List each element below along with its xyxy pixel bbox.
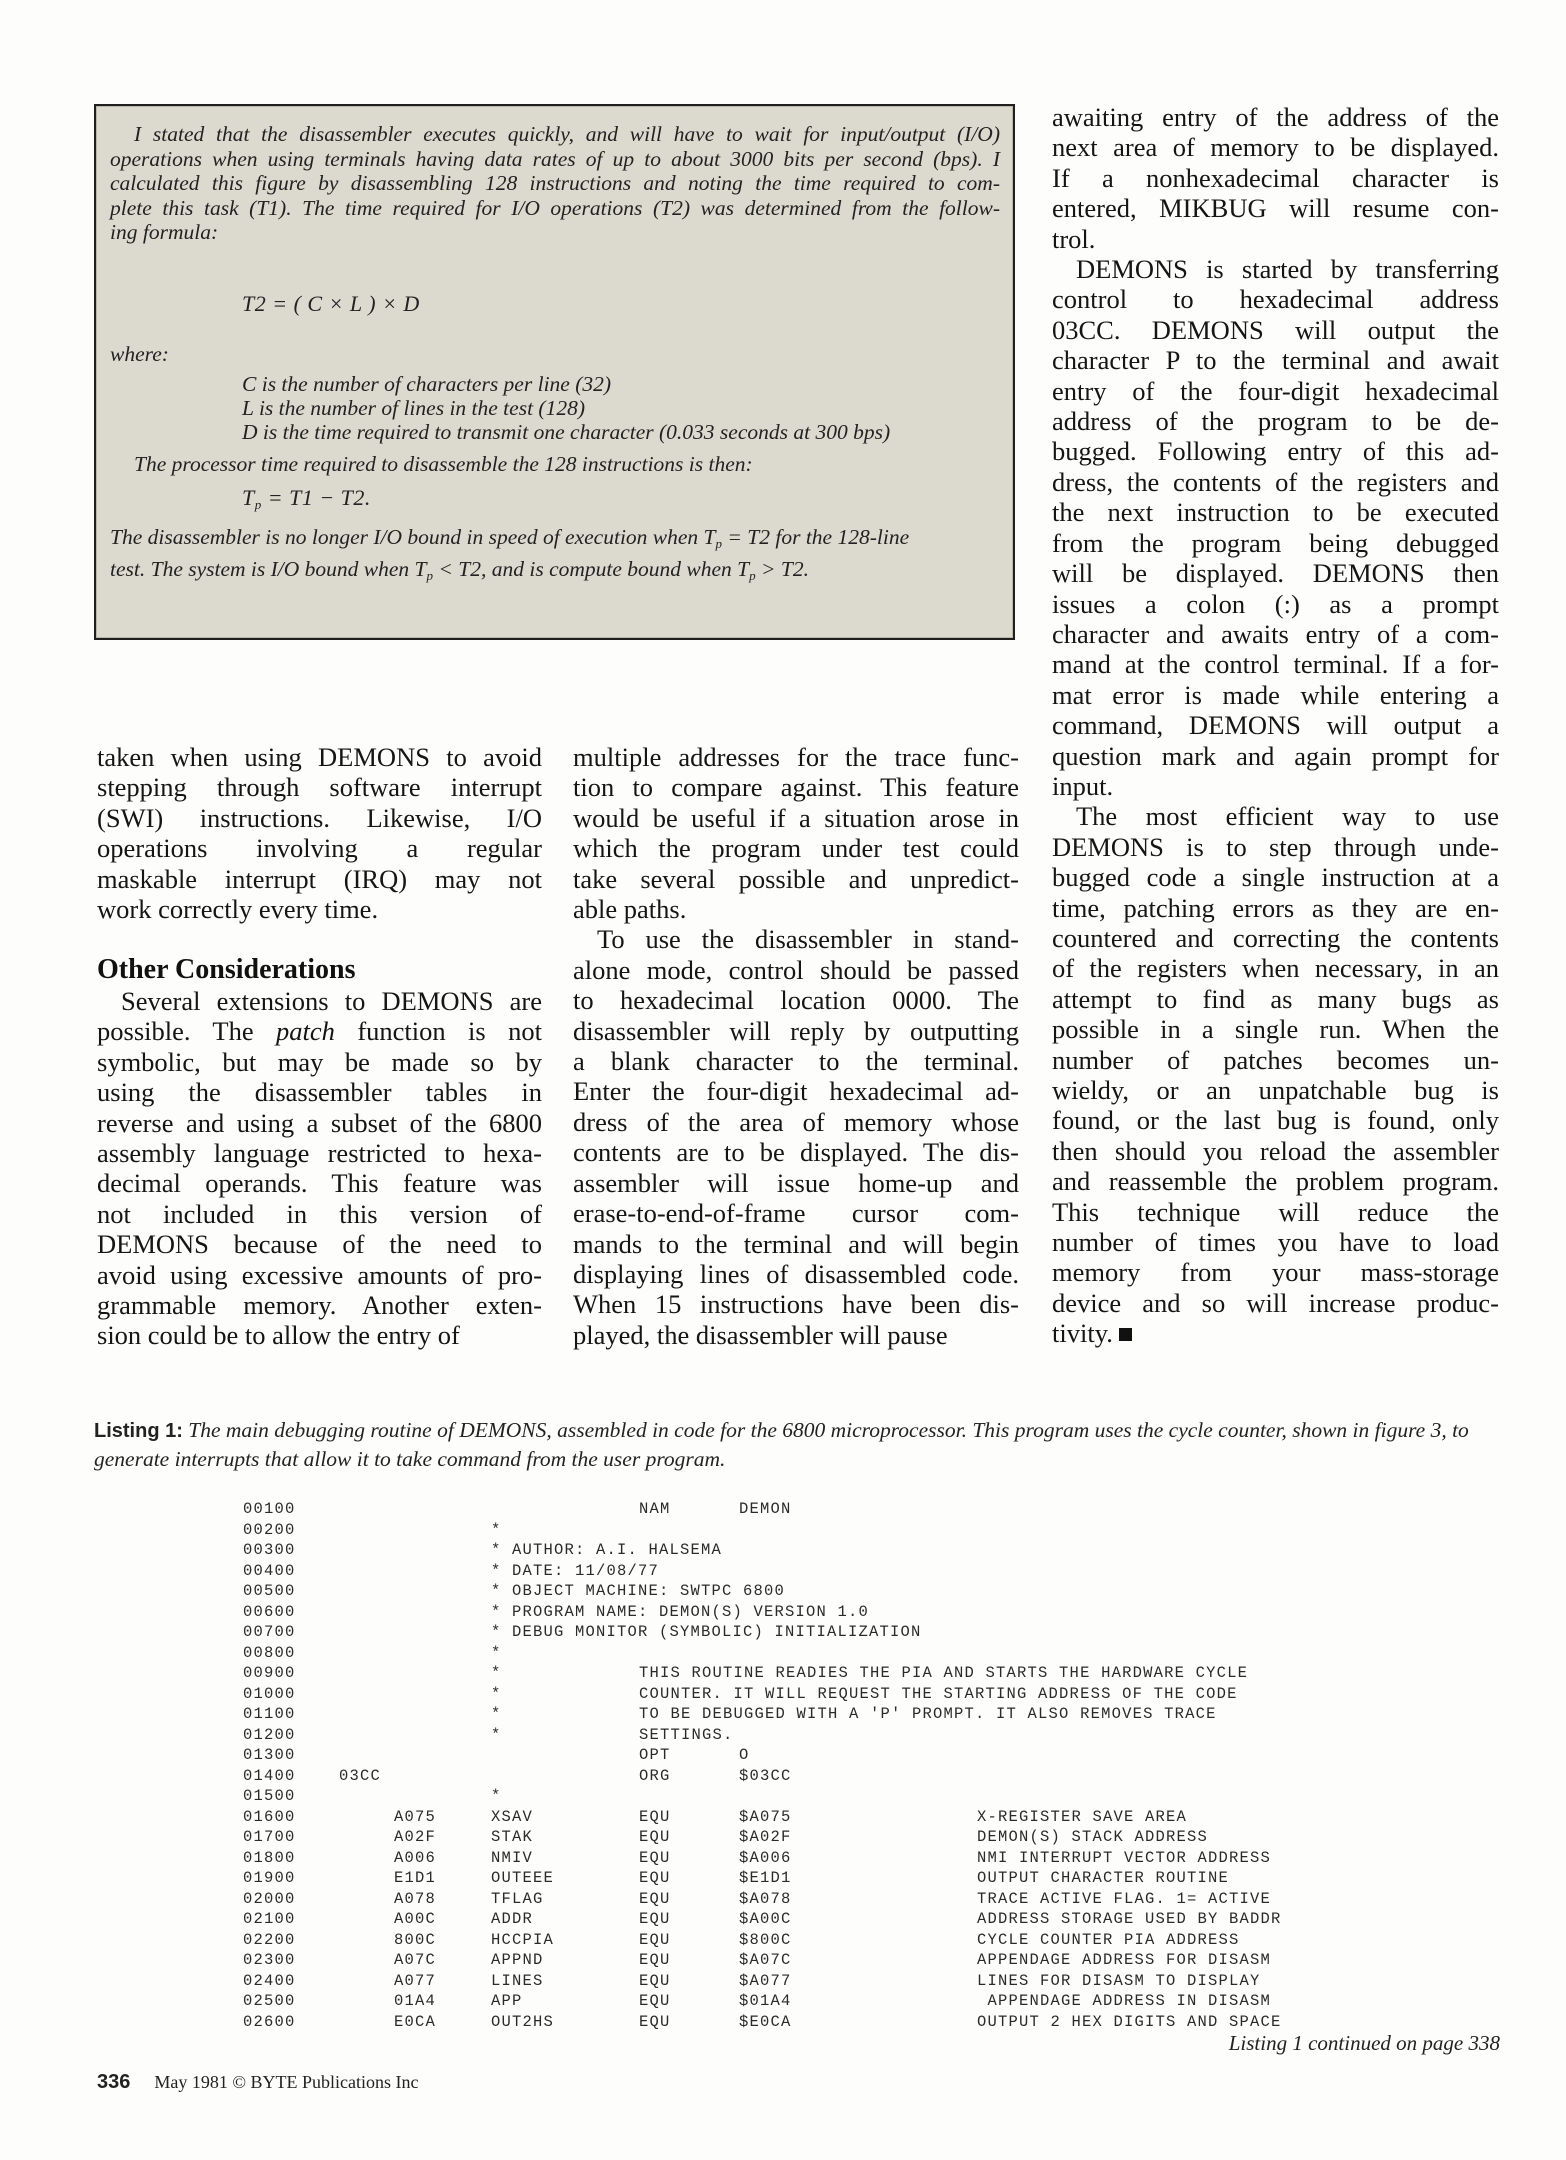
listing-operand: $A006 <box>739 1848 792 1867</box>
listing-op: ORG <box>639 1766 671 1785</box>
text-line: found, or the last bug is found, only <box>1052 1105 1499 1136</box>
listing-operand: $E0CA <box>739 2012 792 2031</box>
text-line: contents are to be displayed. The dis- <box>573 1137 1019 1168</box>
listing-operand: $A078 <box>739 1889 792 1908</box>
right-paragraph-1 <box>1052 102 1499 254</box>
text-line: countered and correcting the contents <box>1052 922 1499 953</box>
left-paragraph-1 <box>97 742 542 924</box>
listing-op: EQU <box>639 1971 671 1990</box>
text-line: control to hexadecimal address <box>1052 284 1499 315</box>
right-paragraph-2 <box>1052 254 1499 801</box>
listing-operand: $E1D1 <box>739 1869 792 1887</box>
text-line: decimal operands. This feature was <box>97 1168 542 1199</box>
listing-row <box>243 1643 1513 1664</box>
listing-obj: A02F <box>394 1828 437 1846</box>
listing-row <box>243 1930 1513 1951</box>
text-line: trol. <box>1052 223 1096 254</box>
listing-op: EQU <box>639 1992 671 2010</box>
text-line: attempt to find as many bugs as <box>1052 983 1499 1014</box>
listing-label: OUTEEE <box>491 1869 555 1887</box>
text-line: which the program under test could <box>573 833 1019 864</box>
listing-caption-text: The main debugging routine of DEMONS, assembled in code for the 6800 microprocessor. This program uses the cycle counter, shown in figure 3, to generate interrupts that allow it to take command from the user program. <box>94 1418 1469 1471</box>
listing-text: * <box>491 1684 502 1703</box>
right-paragraph-3 <box>1052 801 1499 1348</box>
listing-text: * AUTHOR: A.I. HALSEMA <box>491 1541 723 1559</box>
listing-row <box>243 1663 1513 1684</box>
sidebar-intro-line: operations when using terminals having data rates of up to about 3000 bits per second (bps). I <box>110 146 1000 171</box>
listing-comment: OUTPUT 2 HEX DIGITS AND SPACE <box>977 2012 1282 2031</box>
text-line: a blank character to the terminal. <box>573 1046 1019 1077</box>
text-line: alone mode, control should be passed <box>573 954 1019 985</box>
sidebar-intro <box>110 122 1000 245</box>
listing-op: EQU <box>639 1869 671 1887</box>
formula-tp-lhs: T <box>242 485 255 510</box>
listing-row <box>243 1499 1513 1520</box>
listing-row <box>243 1848 1513 1869</box>
listing-text: * <box>491 1705 502 1723</box>
listing-ln: 02500 <box>243 1992 296 2010</box>
text-line: 03CC. DEMONS will output the <box>1052 314 1499 345</box>
text-line: character and awaits entry of a com- <box>1052 618 1499 649</box>
text-line: assembler will issue home-up and <box>573 1167 1019 1198</box>
text-line: This technique will reduce the <box>1052 1196 1499 1227</box>
listing-row <box>243 1704 1513 1725</box>
text-line: input. <box>1052 770 1114 801</box>
column-left <box>97 742 542 924</box>
text-line: character P to the terminal and await <box>1052 345 1499 376</box>
listing-comment: NMI INTERRUPT VECTOR ADDRESS <box>977 1848 1272 1867</box>
listing-row <box>243 1807 1513 1828</box>
listing-ln: 00100 <box>243 1500 296 1518</box>
conclusion-line-1: The disassembler is no longer I/O bound in speed of execution when $T_p = T2$ for the 128-line <box>110 525 910 551</box>
listing-ln: 00700 <box>243 1623 296 1641</box>
listing-label: NMIV <box>491 1848 534 1867</box>
text-line: avoid using excessive amounts of pro- <box>97 1259 542 1290</box>
sidebar-intro-line: calculated this figure by disassembling 128 instructions and noting the time required to com- <box>110 171 1000 195</box>
listing-ln: 01400 <box>243 1766 296 1785</box>
text-line: issues a colon (:) as a prompt <box>1052 588 1499 619</box>
text-line: DEMONS is to step through unde- <box>1052 831 1499 862</box>
sidebar-box <box>94 104 1015 640</box>
listing-ln: 00800 <box>243 1643 296 1662</box>
listing-text: * DEBUG MONITOR (SYMBOLIC) INITIALIZATION <box>491 1623 922 1641</box>
text-line: not included in this version of <box>97 1198 542 1229</box>
text-line: would be useful if a situation arose in <box>573 802 1019 833</box>
listing-row <box>243 1909 1513 1930</box>
definition-c: C is the number of characters per line (32) <box>242 372 612 396</box>
text-line: multiple addresses for the trace func- <box>573 742 1019 772</box>
text-line: When 15 instructions have been dis- <box>573 1289 1019 1320</box>
listing-ln: 01900 <box>243 1869 296 1887</box>
listing-ln: 01700 <box>243 1828 296 1846</box>
listing-text: * <box>491 1643 502 1662</box>
listing-text2: TO BE DEBUGGED WITH A 'P' PROMPT. IT ALSO REMOVES TRACE <box>639 1705 1217 1723</box>
sidebar-intro-line: I stated that the disassembler executes quickly, and will have to wait for input/output (I/O) <box>134 122 1000 146</box>
listing-text: * <box>491 1664 502 1682</box>
listing-operand: $A077 <box>739 1971 792 1990</box>
listing-obj: 01A4 <box>394 1992 437 2010</box>
listing-obj: A078 <box>394 1889 437 1908</box>
listing-operand: DEMON <box>739 1500 792 1518</box>
listing-ln: 01300 <box>243 1746 296 1764</box>
text-line: symbolic, but may be made so by <box>97 1046 542 1077</box>
text-line: entry of the four-digit hexadecimal <box>1052 375 1499 406</box>
listing-label: STAK <box>491 1828 534 1846</box>
listing-operand: $01A4 <box>739 1992 792 2010</box>
listing-comment: CYCLE COUNTER PIA ADDRESS <box>977 1930 1240 1949</box>
text-line: played, the disassembler will pause <box>573 1319 948 1350</box>
text-line: to hexadecimal location 0000. The <box>573 985 1019 1016</box>
listing-row <box>243 1602 1513 1623</box>
listing-op: OPT <box>639 1746 671 1764</box>
column-right <box>1052 102 1499 1349</box>
listing-row <box>243 1766 1513 1787</box>
text-line: then should you reload the assembler <box>1052 1135 1499 1166</box>
listing-row <box>243 1581 1513 1602</box>
listing-row <box>243 1868 1513 1889</box>
end-of-article-mark <box>1119 1328 1132 1341</box>
code-listing <box>243 1499 1513 2032</box>
listing-ln: 01100 <box>243 1705 296 1723</box>
listing-ln: 01800 <box>243 1848 296 1867</box>
listing-row <box>243 1889 1513 1910</box>
page-footer <box>97 2071 419 2094</box>
listing-operand: $A00C <box>739 1910 792 1928</box>
listing-text2: THIS ROUTINE READIES THE PIA AND STARTS THE HARDWARE CYCLE <box>639 1664 1249 1682</box>
listing-row <box>243 1684 1513 1705</box>
listing-obj: A077 <box>394 1971 437 1990</box>
text-line: work correctly every time. <box>97 894 379 925</box>
column-left-lower <box>97 986 542 1351</box>
listing-operand: $A02F <box>739 1828 792 1846</box>
listing-operand: $03CC <box>739 1766 792 1785</box>
sidebar-intro-line: ing formula: <box>110 220 219 244</box>
column-middle <box>573 742 1019 1350</box>
listing-label: APPND <box>491 1951 544 1969</box>
listing-obj: A07C <box>394 1951 437 1969</box>
listing-ln: 00500 <box>243 1582 296 1600</box>
text-line: If a nonhexadecimal character is <box>1052 162 1499 193</box>
listing-obj: 800C <box>394 1930 437 1949</box>
text-line: using the disassembler tables in <box>97 1077 542 1108</box>
formula-tp <box>242 486 371 518</box>
listing-ln: 01200 <box>243 1725 296 1744</box>
listing-ln: 00400 <box>243 1561 296 1580</box>
text-line: memory from your mass-storage <box>1052 1257 1499 1288</box>
text-line: DEMONS because of the need to <box>97 1229 542 1260</box>
text-line: DEMONS is started by transferring <box>1076 254 1499 285</box>
listing-op: EQU <box>639 1828 671 1846</box>
sidebar-intro-line: plete this task (T1). The time required for I/O operations (T2) was determined from the follow- <box>110 195 1000 220</box>
text-line: To use the disassembler in stand- <box>597 924 1019 955</box>
listing-text: * <box>491 1787 502 1805</box>
text-line: taken when using DEMONS to avoid <box>97 742 542 772</box>
listing-obj: A00C <box>394 1910 437 1928</box>
sidebar-conclusion <box>110 525 1000 588</box>
listing-row <box>243 2012 1513 2033</box>
text-line: mands to the terminal and will begin <box>573 1228 1019 1259</box>
listing-label: HCCPIA <box>491 1930 555 1949</box>
listing-ln: 00200 <box>243 1520 296 1539</box>
listing-operand: $A075 <box>739 1807 792 1826</box>
text-line: Several extensions to DEMONS are <box>121 986 542 1016</box>
formula-t2: T2 = ( C × L ) × D <box>242 291 420 316</box>
text-line: wieldy, or an unpatchable bug is <box>1052 1075 1499 1105</box>
listing-row <box>243 1520 1513 1541</box>
listing-comment: OUTPUT CHARACTER ROUTINE <box>977 1869 1230 1887</box>
listing-op: EQU <box>639 2012 671 2031</box>
listing-row <box>243 1561 1513 1582</box>
text-line: number of patches becomes un- <box>1052 1044 1499 1075</box>
text-line: mand at the control terminal. If a for- <box>1052 649 1499 680</box>
listing-comment: TRACE ACTIVE FLAG. 1= ACTIVE <box>977 1889 1272 1908</box>
listing-ln: 02100 <box>243 1910 296 1928</box>
listing-label: ADDR <box>491 1910 534 1928</box>
text-line: maskable interrupt (IRQ) may not <box>97 863 542 894</box>
text-line: reverse and using a subset of the 6800 <box>97 1107 542 1138</box>
listing-row <box>243 1991 1513 2012</box>
listing-row <box>243 1725 1513 1746</box>
listing-row <box>243 1971 1513 1992</box>
text-line: sion could be to allow the entry of <box>97 1320 460 1351</box>
text-line: bugged. Following entry of this ad- <box>1052 436 1499 467</box>
listing-ln: 00300 <box>243 1541 296 1559</box>
listing-ln: 02200 <box>243 1930 296 1949</box>
text-line: of the registers when necessary, in an <box>1052 953 1499 984</box>
definition-d: D is the time required to transmit one character (0.033 seconds at 300 bps) <box>242 420 891 444</box>
listing-continued-note: Listing 1 continued on page 338 <box>1228 2031 1500 2055</box>
listing-caption <box>94 1416 1504 1473</box>
text-line: grammable memory. Another exten- <box>97 1290 542 1321</box>
text-line: will be displayed. DEMONS then <box>1052 558 1499 589</box>
listing-obj: E1D1 <box>394 1869 437 1887</box>
text-line: entered, MIKBUG will resume con- <box>1052 193 1499 224</box>
listing-comment: ADDRESS STORAGE USED BY BADDR <box>977 1910 1282 1928</box>
text-line: address of the program to be de- <box>1052 406 1499 437</box>
definition-l: L is the number of lines in the test (128) <box>242 396 585 420</box>
formula-tp-rhs: = T1 − T2. <box>261 485 371 510</box>
listing-text: * OBJECT MACHINE: SWTPC 6800 <box>491 1582 786 1600</box>
listing-comment: APPENDAGE ADDRESS IN DISASM <box>977 1992 1272 2010</box>
listing-op: EQU <box>639 1951 671 1969</box>
listing-op: EQU <box>639 1807 671 1826</box>
subscript-p: p <box>254 497 262 512</box>
listing-operand: $800C <box>739 1930 792 1949</box>
listing-comment: X-REGISTER SAVE AREA <box>977 1807 1188 1826</box>
text-line: mat error is made while entering a <box>1052 679 1499 710</box>
listing-row <box>243 1950 1513 1971</box>
text-line: device and so will increase produc- <box>1052 1287 1499 1318</box>
listing-text: * DATE: 11/08/77 <box>491 1561 660 1580</box>
listing-ln: 01000 <box>243 1684 296 1703</box>
listing-label: XSAV <box>491 1807 534 1826</box>
listing-op: NAM <box>639 1500 671 1518</box>
listing-ln: 02400 <box>243 1971 296 1990</box>
text-line: assembly language restricted to hexa- <box>97 1138 542 1169</box>
text-line: (SWI) instructions. Likewise, I/O <box>97 802 542 833</box>
listing-row <box>243 1540 1513 1561</box>
listing-label: LINES <box>491 1971 544 1990</box>
text-line: tivity. <box>1052 1318 1499 1348</box>
text-line: bugged code a single instruction at a <box>1052 862 1499 893</box>
middle-paragraph-2 <box>573 924 1019 1350</box>
listing-op: EQU <box>639 1848 671 1867</box>
listing-comment: LINES FOR DISASM TO DISPLAY <box>977 1971 1261 1990</box>
listing-operand: $A07C <box>739 1951 792 1969</box>
text-line: disassembler will reply by outputting <box>573 1015 1019 1046</box>
page-number: 336 <box>97 2071 131 2093</box>
text-line: take several possible and unpredict- <box>573 863 1019 894</box>
conclusion-line-2: test. The system is I/O bound when $T_p < T2$, and is compute bound when $T_p > T2$. <box>110 556 809 583</box>
listing-comment: DEMON(S) STACK ADDRESS <box>977 1828 1209 1846</box>
text-line: time, patching errors as they are en- <box>1052 892 1499 923</box>
listing-ln: 02300 <box>243 1951 296 1969</box>
listing-obj: A075 <box>394 1807 437 1826</box>
listing-row <box>243 1827 1513 1848</box>
text-line: awaiting entry of the address of the <box>1052 102 1499 132</box>
text-line: from the program being debugged <box>1052 527 1499 558</box>
listing-text: * <box>491 1725 502 1744</box>
text-line: and reassemble the problem program. <box>1052 1166 1499 1197</box>
text-line: the next instruction to be executed <box>1052 497 1499 528</box>
text-line: The most efficient way to use <box>1076 801 1499 832</box>
text-line: dress of the area of memory whose <box>573 1106 1019 1137</box>
left-paragraph-2 <box>97 986 542 1351</box>
text-line: dress, the contents of the registers and <box>1052 466 1499 497</box>
text-line: operations involving a regular <box>97 833 542 864</box>
listing-label: TFLAG <box>491 1889 544 1908</box>
text-line: stepping through software interrupt <box>97 772 542 803</box>
publication-credit: May 1981 © BYTE Publications Inc <box>154 2072 419 2092</box>
text-line: possible in a single run. When the <box>1052 1014 1499 1045</box>
processor-time-line: The processor time required to disassemble the 128 instructions is then: <box>134 452 753 476</box>
listing-obj: E0CA <box>394 2012 437 2031</box>
middle-paragraph-1 <box>573 742 1019 924</box>
text-line: Enter the four-digit hexadecimal ad- <box>573 1076 1019 1107</box>
text-line: number of times you have to load <box>1052 1227 1499 1258</box>
listing-ln: 00900 <box>243 1664 296 1682</box>
text-line: possible. The patch function is not <box>97 1016 542 1047</box>
listing-text: * PROGRAM NAME: DEMON(S) VERSION 1.0 <box>491 1602 870 1621</box>
listing-ln: 02000 <box>243 1889 296 1908</box>
listing-op: EQU <box>639 1930 671 1949</box>
listing-addr: 03CC <box>339 1766 382 1785</box>
listing-row <box>243 1745 1513 1766</box>
text-line: question mark and again prompt for <box>1052 740 1499 771</box>
listing-ln: 01500 <box>243 1787 296 1805</box>
listing-ln: 01600 <box>243 1807 296 1826</box>
listing-caption-label: Listing 1: <box>94 1420 183 1442</box>
text-line: tion to compare against. This feature <box>573 772 1019 803</box>
where-label: where: <box>110 342 169 366</box>
listing-op: EQU <box>639 1910 671 1928</box>
text-line: erase-to-end-of-frame cursor com- <box>573 1198 1019 1229</box>
listing-ln: 02600 <box>243 2012 296 2031</box>
listing-ln: 00600 <box>243 1602 296 1621</box>
listing-text: * <box>491 1520 502 1539</box>
text-line: displaying lines of disassembled code. <box>573 1258 1019 1289</box>
listing-label: OUT2HS <box>491 2012 555 2031</box>
listing-label: APP <box>491 1992 523 2010</box>
listing-text2: SETTINGS. <box>639 1725 734 1744</box>
text-line: command, DEMONS will output a <box>1052 710 1499 741</box>
listing-row <box>243 1622 1513 1643</box>
listing-comment: APPENDAGE ADDRESS FOR DISASM <box>977 1951 1272 1969</box>
listing-text2: COUNTER. IT WILL REQUEST THE STARTING ADDRESS OF THE CODE <box>639 1684 1238 1703</box>
listing-obj: A006 <box>394 1848 437 1867</box>
listing-op: EQU <box>639 1889 671 1908</box>
section-heading-other-considerations: Other Considerations <box>97 954 356 985</box>
listing-operand: O <box>739 1746 750 1764</box>
listing-row <box>243 1786 1513 1807</box>
text-line: able paths. <box>573 894 687 925</box>
text-line: next area of memory to be displayed. <box>1052 132 1499 163</box>
